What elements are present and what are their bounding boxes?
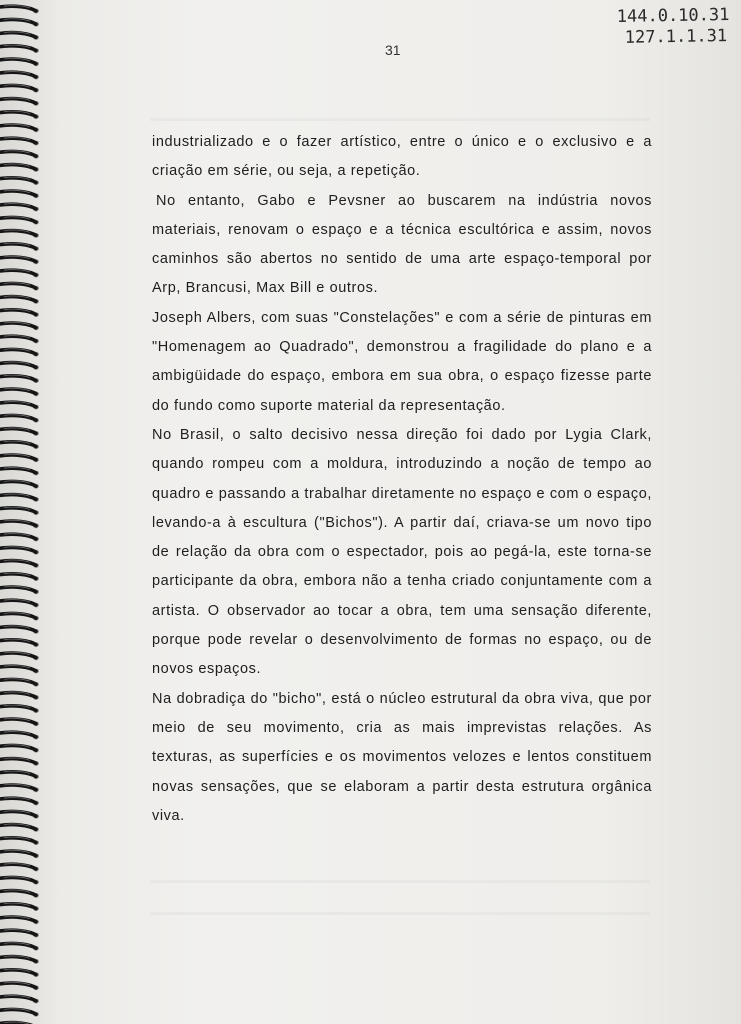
binding-coil: [0, 904, 36, 909]
binding-coil: [0, 336, 36, 341]
binding-coil: [0, 825, 36, 830]
binding-coil: [0, 1009, 36, 1014]
binding-coil: [0, 6, 36, 11]
bleed-through-line: [150, 912, 650, 915]
binding-coil: [0, 112, 36, 117]
binding-coil: [0, 204, 36, 209]
handwritten-code-1: 144.0.10.31: [616, 4, 730, 27]
page-number: 31: [385, 42, 401, 58]
binding-coil: [0, 165, 36, 170]
binding-coil: [0, 613, 36, 618]
binding-coil: [0, 745, 36, 750]
binding-coil: [0, 917, 36, 922]
binding-coil: [0, 666, 36, 671]
binding-coil: [0, 640, 36, 645]
binding-coil: [0, 759, 36, 764]
binding-coil: [0, 402, 36, 407]
binding-coil: [0, 693, 36, 698]
binding-coil: [0, 217, 36, 222]
binding-coil: [0, 244, 36, 249]
binding-coil: [0, 85, 36, 90]
binding-coil: [0, 257, 36, 262]
binding-coil: [0, 455, 36, 460]
bleed-through-line: [150, 118, 650, 121]
binding-coil: [0, 653, 36, 658]
binding-coil: [0, 389, 36, 394]
binding-coil: [0, 19, 36, 24]
binding-coil: [0, 99, 36, 104]
binding-coil: [0, 415, 36, 420]
paragraph: industrializado e o fazer artístico, entre o único e o exclusivo e a criação em série, ou seja, a repetição.: [152, 134, 652, 180]
binding-coil: [0, 125, 36, 130]
binding-coil: [0, 719, 36, 724]
binding-coil: [0, 59, 36, 64]
binding-coil: [0, 891, 36, 896]
binding-coil: [0, 481, 36, 486]
paragraph: No Brasil, o salto decisivo nessa direção foi dado por Lygia Clark, quando rompeu com a moldura, introduzindo a noção de tempo ao quadro e passando a trabalhar diretamente no espaço e com o espaço, levando-a à escultura ("Bichos"). A partir daí, criava-se um novo tipo de relação da obra com o espectador, pois ao pegá-la, este torna-se participante da obra, embora não a tenha criado conjuntamente com a artista. O observador ao tocar a obra, tem uma sensação diferente, porque pode revelar o desenvolvimento de formas no espaço, ou de novos espaços.: [152, 426, 652, 678]
paragraph: Na dobradiça do "bicho", está o núcleo estrutural da obra viva, que por meio de seu movimento, cria as mais imprevistas relações. As texturas, as superfícies e os movimentos velozes e lentos constituem novas sensações, que se elaboram a partir desta estrutura orgânica viva.: [152, 690, 652, 824]
binding-coil: [0, 732, 36, 737]
binding-coil: [0, 270, 36, 275]
binding-coil: [0, 864, 36, 869]
binding-coil: [0, 679, 36, 684]
binding-coil: [0, 600, 36, 605]
binding-coil: [0, 877, 36, 882]
binding-coil: [0, 587, 36, 592]
binding-coil: [0, 930, 36, 935]
handwritten-code-2: 127.1.1.31: [624, 26, 728, 48]
binding-coil: [0, 349, 36, 354]
binding-coil: [0, 72, 36, 77]
binding-coil: [0, 798, 36, 803]
paragraph: Joseph Albers, com suas "Constelações" e com a série de pinturas em "Homenagem ao Quadrado", demonstrou a fragilidade do plano e a ambigüidade do espaço, embora em sua obra, o espaço fizesse parte do fundo como suporte material da representação.: [152, 309, 652, 414]
binding-coil: [0, 627, 36, 632]
binding-coil: [0, 495, 36, 500]
binding-coil: [0, 957, 36, 962]
binding-coil: [0, 851, 36, 856]
binding-coil: [0, 508, 36, 513]
binding-coil: [0, 521, 36, 526]
bleed-through-line: [150, 880, 650, 883]
binding-coil: [0, 151, 36, 156]
binding-coil: [0, 970, 36, 975]
handwritten-annotation: [617, 5, 728, 49]
binding-coil: [0, 178, 36, 183]
binding-coil: [0, 442, 36, 447]
binding-coil: [0, 46, 36, 51]
spiral-binding: [0, 0, 48, 1024]
binding-coil: [0, 33, 36, 38]
binding-coil: [0, 547, 36, 552]
binding-coil: [0, 785, 36, 790]
binding-coil: [0, 811, 36, 816]
binding-coil: [0, 943, 36, 948]
binding-coil: [0, 283, 36, 288]
binding-coil: [0, 983, 36, 988]
binding-coil: [0, 297, 36, 302]
binding-coil: [0, 706, 36, 711]
binding-coil: [0, 561, 36, 566]
binding-coil: [0, 138, 36, 143]
binding-coil: [0, 323, 36, 328]
paragraph: No entanto, Gabo e Pevsner ao buscarem na indústria novos materiais, renovam o espaço e a técnica escultórica e assim, novos caminhos são abertos no sentido de uma arte espaço-temporal por Arp, Brancusi, Max Bill e outros.: [152, 192, 652, 297]
binding-coil: [0, 534, 36, 539]
binding-coil: [0, 363, 36, 368]
binding-coil: [0, 468, 36, 473]
binding-coil: [0, 191, 36, 196]
body-text: [152, 128, 652, 831]
binding-coil: [0, 429, 36, 434]
binding-coil: [0, 310, 36, 315]
binding-coil: [0, 376, 36, 381]
binding-coil: [0, 838, 36, 843]
binding-coil: [0, 996, 36, 1001]
binding-coil: [0, 231, 36, 236]
binding-coil: [0, 772, 36, 777]
binding-coil: [0, 574, 36, 579]
